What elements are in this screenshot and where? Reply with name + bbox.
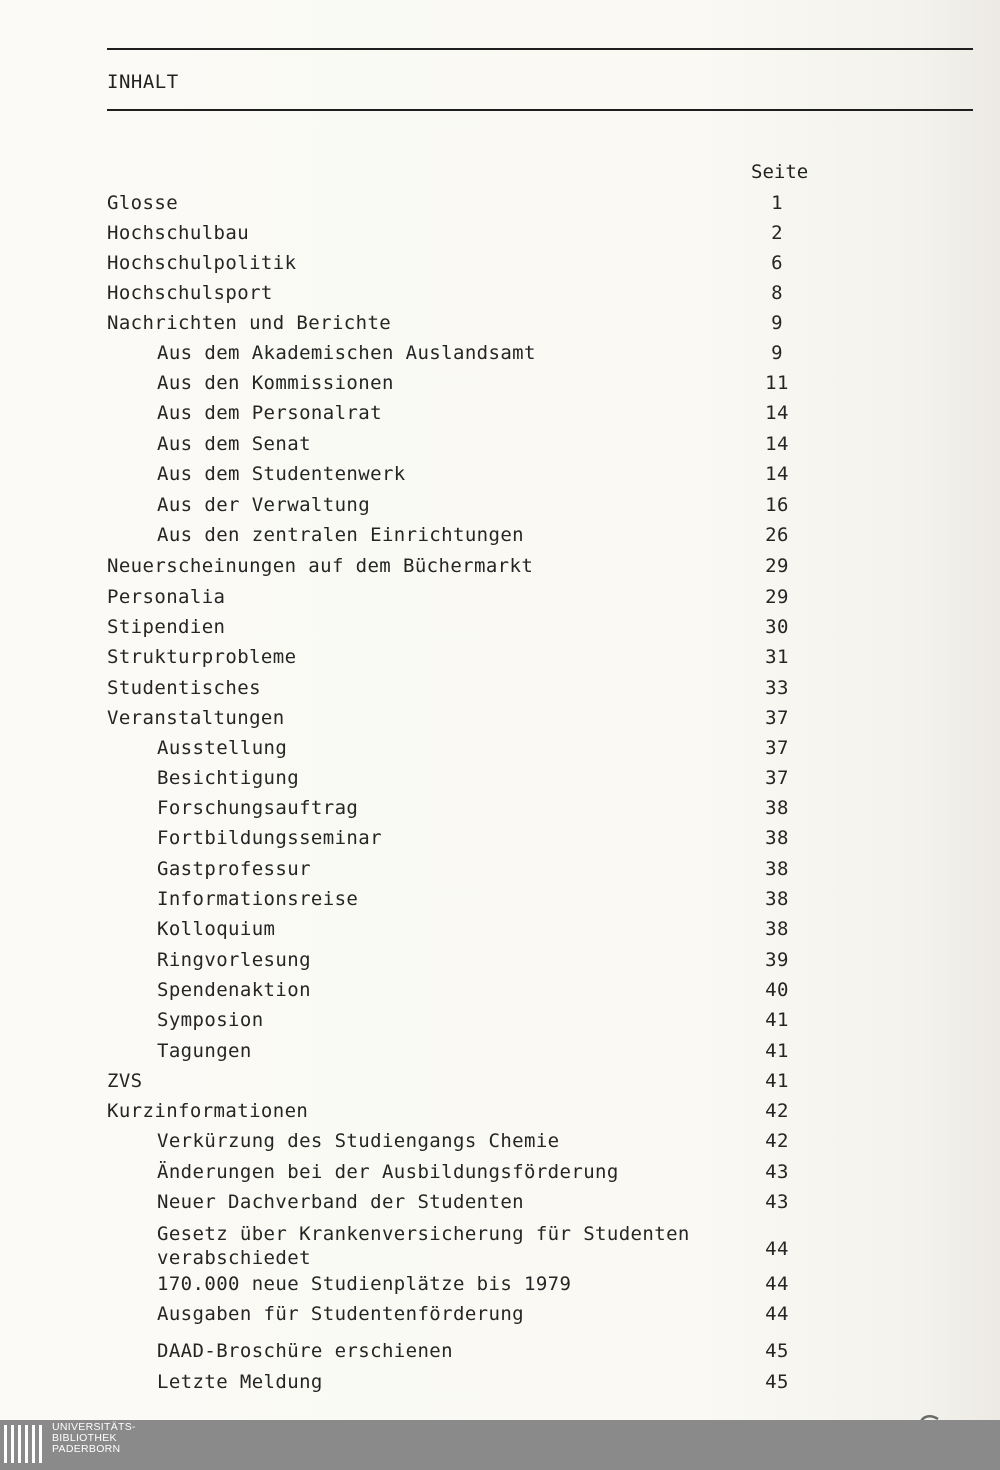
toc-entry-title: Gesetz über Krankenversicherung für Studenten verabschiedet bbox=[157, 1223, 690, 1269]
toc-entry-page: 14 bbox=[765, 402, 789, 424]
toc-entry-page: 9 bbox=[771, 342, 783, 364]
toc-entry-title: Änderungen bei der Ausbildungsförderung bbox=[157, 1161, 619, 1183]
toc-entry bbox=[107, 615, 807, 639]
toc-entry bbox=[107, 221, 807, 245]
toc-entry bbox=[107, 1129, 807, 1153]
toc-entry-page: 38 bbox=[765, 888, 789, 910]
toc-entry-title: Hochschulpolitik bbox=[107, 252, 297, 274]
toc-entry-page: 43 bbox=[765, 1191, 789, 1213]
toc-entry-title: Glosse bbox=[107, 192, 179, 214]
toc-entry-title: Kurzinformationen bbox=[107, 1100, 309, 1122]
toc-entry-title: Besichtigung bbox=[157, 767, 300, 789]
toc-entry bbox=[107, 1069, 807, 1093]
toc-entry-page: 44 bbox=[765, 1238, 789, 1260]
toc-entry bbox=[107, 1370, 807, 1394]
toc-entry bbox=[107, 978, 807, 1002]
toc-entry-title: Aus dem Senat bbox=[157, 433, 311, 455]
toc-entry-page: 39 bbox=[765, 949, 789, 971]
toc-entry-page: 37 bbox=[765, 707, 789, 729]
toc-entry-title: Letzte Meldung bbox=[157, 1371, 323, 1393]
toc-entry-title: Stipendien bbox=[107, 616, 226, 638]
toc-entry-page: 42 bbox=[765, 1130, 789, 1152]
toc-entry bbox=[107, 585, 807, 609]
toc-entry-page: 8 bbox=[771, 282, 783, 304]
toc-entry-title: Aus der Verwaltung bbox=[157, 494, 371, 516]
toc-entry-title: Neuer Dachverband der Studenten bbox=[157, 1191, 525, 1213]
toc-entry bbox=[107, 857, 807, 881]
toc-entry bbox=[107, 251, 807, 275]
toc-entry-title: Verkürzung des Studiengangs Chemie bbox=[157, 1130, 560, 1152]
library-name-line: PADERBORN bbox=[52, 1443, 121, 1455]
toc-entry-title: Informationsreise bbox=[157, 888, 359, 910]
toc-entry-page: 33 bbox=[765, 677, 789, 699]
library-logo-icon bbox=[4, 1423, 46, 1465]
toc-entry-title: Neuerscheinungen auf dem Büchermarkt bbox=[107, 555, 534, 577]
page-title: INHALT bbox=[107, 71, 179, 93]
toc-entry-page: 38 bbox=[765, 918, 789, 940]
toc-entry bbox=[107, 311, 807, 335]
toc-entry-title: Aus dem Personalrat bbox=[157, 402, 382, 424]
toc-entry-page: 30 bbox=[765, 616, 789, 638]
toc-entry-page: 38 bbox=[765, 827, 789, 849]
toc-entry bbox=[107, 432, 807, 456]
toc-entry bbox=[107, 736, 807, 760]
toc-entry-page: 38 bbox=[765, 858, 789, 880]
toc-entry-title: Ausstellung bbox=[157, 737, 288, 759]
toc-entry-title: Ringvorlesung bbox=[157, 949, 311, 971]
toc-entry-page: 38 bbox=[765, 797, 789, 819]
toc-entry bbox=[107, 401, 807, 425]
toc-entry-title: Kolloquium bbox=[157, 918, 276, 940]
toc-entry-title: Hochschulbau bbox=[107, 222, 250, 244]
toc-entry-page: 45 bbox=[765, 1371, 789, 1393]
toc-entry bbox=[107, 1008, 807, 1032]
toc-entry-title: Aus den zentralen Einrichtungen bbox=[157, 524, 525, 546]
toc-entry bbox=[107, 281, 807, 305]
toc-entry-title: Veranstaltungen bbox=[107, 707, 285, 729]
toc-entry bbox=[107, 796, 807, 820]
toc-entry-page: 41 bbox=[765, 1009, 789, 1031]
toc-entry bbox=[107, 1339, 807, 1363]
toc-entry-page: 26 bbox=[765, 524, 789, 546]
toc-entry-page: 29 bbox=[765, 586, 789, 608]
toc-entry bbox=[107, 766, 807, 790]
toc-entry-title: Personalia bbox=[107, 586, 226, 608]
toc-entry-title: Gastprofessur bbox=[157, 858, 311, 880]
toc-entry bbox=[107, 917, 807, 941]
toc-entry-page: 40 bbox=[765, 979, 789, 1001]
toc-entry-page: 29 bbox=[765, 555, 789, 577]
toc-entry-title: Fortbildungsseminar bbox=[157, 827, 382, 849]
toc-entry-page: 14 bbox=[765, 433, 789, 455]
toc-entry bbox=[107, 1222, 807, 1272]
toc-entry bbox=[107, 948, 807, 972]
toc-entry bbox=[107, 371, 807, 395]
toc-entry-title: DAAD-Broschüre erschienen bbox=[157, 1340, 453, 1362]
toc-entry-title: Studentisches bbox=[107, 677, 261, 699]
toc-entry bbox=[107, 826, 807, 850]
toc-entry bbox=[107, 493, 807, 517]
toc-entry bbox=[107, 554, 807, 578]
toc-entry bbox=[107, 341, 807, 365]
toc-entry-page: 6 bbox=[771, 252, 783, 274]
toc-entry-title: Ausgaben für Studentenförderung bbox=[157, 1303, 525, 1325]
toc-entry-title: Hochschulsport bbox=[107, 282, 273, 304]
toc-entry bbox=[107, 1160, 807, 1184]
toc-entry bbox=[107, 676, 807, 700]
toc-entry bbox=[107, 645, 807, 669]
toc-entry-page: 14 bbox=[765, 463, 789, 485]
toc-entry-page: 1 bbox=[771, 192, 783, 214]
toc-entry-page: 16 bbox=[765, 494, 789, 516]
toc-entry bbox=[107, 1039, 807, 1063]
toc-entry-title: 170.000 neue Studienplätze bis 1979 bbox=[157, 1273, 572, 1295]
toc-entry bbox=[107, 191, 807, 215]
toc-entry-page: 45 bbox=[765, 1340, 789, 1362]
toc-entry-page: 37 bbox=[765, 767, 789, 789]
toc-entry-title: Aus dem Akademischen Auslandsamt bbox=[157, 342, 536, 364]
toc-entry-title: ZVS bbox=[107, 1070, 143, 1092]
toc-entry bbox=[107, 1272, 807, 1296]
toc-entry-title: Nachrichten und Berichte bbox=[107, 312, 392, 334]
toc-entry-page: 11 bbox=[765, 372, 789, 394]
toc-entry-page: 42 bbox=[765, 1100, 789, 1122]
toc-entry bbox=[107, 1099, 807, 1123]
toc-entry-title: Tagungen bbox=[157, 1040, 252, 1062]
toc-entry-page: 37 bbox=[765, 737, 789, 759]
toc-entry-page: 44 bbox=[765, 1273, 789, 1295]
library-name-line: BIBLIOTHEK bbox=[52, 1432, 117, 1444]
toc-entry-page: 9 bbox=[771, 312, 783, 334]
toc-entry bbox=[107, 706, 807, 730]
toc-entry-page: 41 bbox=[765, 1040, 789, 1062]
toc-entry-title: Strukturprobleme bbox=[107, 646, 297, 668]
library-name bbox=[52, 1422, 136, 1455]
library-name-line: UNIVERSITÄTS- bbox=[52, 1421, 136, 1433]
toc-entry bbox=[107, 1302, 807, 1326]
toc-entry-page: 43 bbox=[765, 1161, 789, 1183]
page-column-label: Seite bbox=[751, 161, 809, 183]
toc-entry bbox=[107, 1190, 807, 1214]
toc-entry-page: 41 bbox=[765, 1070, 789, 1092]
toc-entry-title: Aus dem Studentenwerk bbox=[157, 463, 406, 485]
toc-entry-title: Forschungsauftrag bbox=[157, 797, 359, 819]
toc-entry bbox=[107, 523, 807, 547]
toc-entry bbox=[107, 887, 807, 911]
toc-entry bbox=[107, 462, 807, 486]
toc-entry-title: Aus den Kommissionen bbox=[157, 372, 394, 394]
toc-entry-page: 31 bbox=[765, 646, 789, 668]
toc-entry-title: Spendenaktion bbox=[157, 979, 311, 1001]
toc-entry-page: 44 bbox=[765, 1303, 789, 1325]
toc-entry-title: Symposion bbox=[157, 1009, 264, 1031]
library-footer-bar bbox=[0, 1420, 1000, 1470]
toc-entry-page: 2 bbox=[771, 222, 783, 244]
